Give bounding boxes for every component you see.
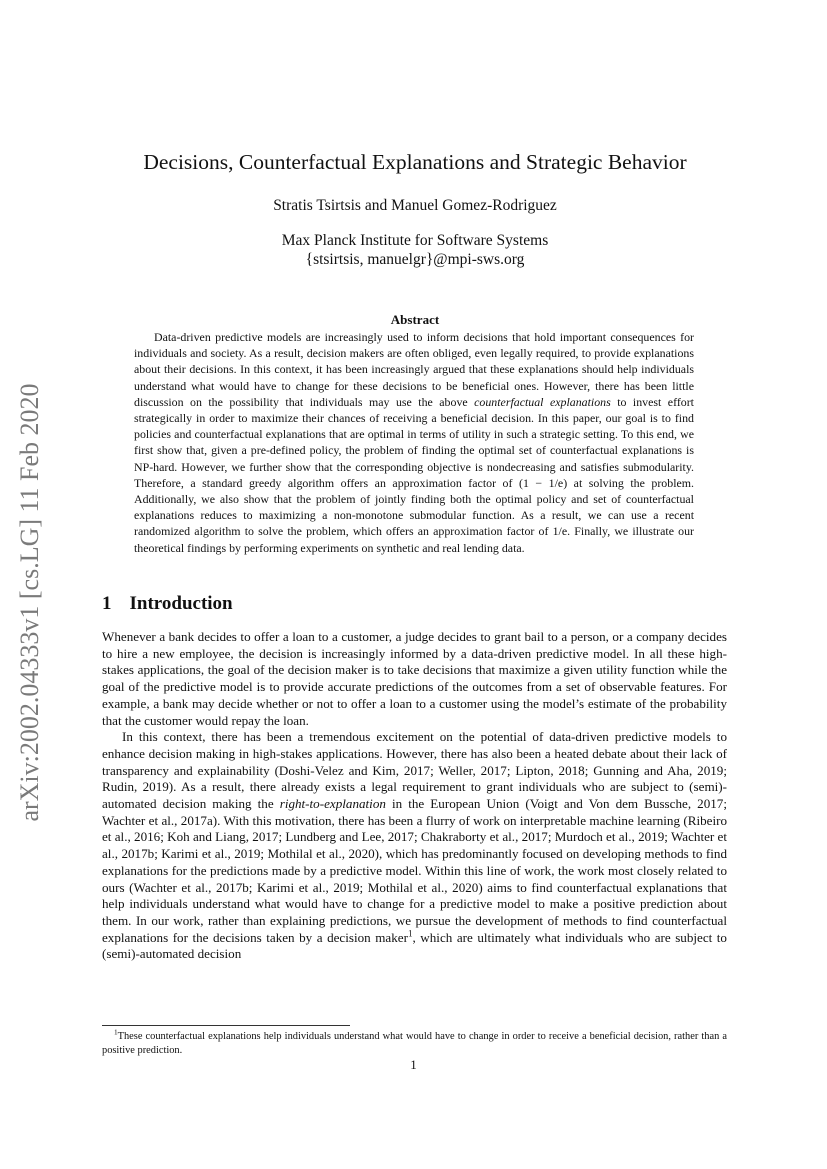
abstract-emphasis: counterfactual explanations: [474, 394, 611, 409]
introduction-body: [102, 629, 727, 963]
footnote: [102, 1030, 727, 1058]
abstract-paragraph: Data-driven predictive models are increasingly used to inform decisions that hold important consequences for individuals and society. As a result, decision makers are often obliged, even legally required, to provide explanations about their decisions. In this context, it has been increasingly argued that these explanations should help individuals understand what would have to change for these decisions to be beneficial ones. However, there has been little discussion on the possibility that individuals may use the above counterfactual explanations to invest effort strategically in order to maximize their chances of receiving a beneficial decision. In this paper, our goal is to find policies and counterfactual explanations that are optimal in terms of utility in such a strategic setting. To this end, we first show that, given a pre-defined policy, the problem of finding the optimal set of counterfactual explanations is NP-hard. However, we further show that the corresponding objective is nondecreasing and satisfies submodularity. Therefore, a standard greedy algorithm offers an approximation factor of (1 − 1/e) at solving the problem. Additionally, we also show that the problem of jointly finding both the optimal policy and set of counterfactual explanations reduces to maximizing a non-monotone submodular function. As a result, we can use a recent randomized algorithm to solve the problem, which offers an approximation factor of 1/e. Finally, we illustrate our theoretical findings by performing experiments on synthetic and real lending data.: [134, 330, 694, 555]
page-number: 1: [410, 1057, 417, 1072]
affiliation: Max Planck Institute for Software Systems: [281, 232, 549, 249]
section-number: 1: [102, 593, 112, 614]
arxiv-identifier-text: arXiv:2002.04333v1 [cs.LG] 11 Feb 2020: [15, 383, 44, 822]
abstract-body: [134, 329, 694, 556]
abstract-heading: Abstract: [390, 312, 440, 327]
arxiv-identifier-stamp: [10, 365, 50, 840]
intro-paragraph-1: Whenever a bank decides to offer a loan to a customer, a judge decides to grant bail to a person, or a company decides to hire a new employee, the decision is increasingly informed by a data-driven predictive model. In all these high-stakes applications, the goal of the decision maker is to take decisions that maximize a given utility function while the goal of the predictive model is to provide accurate predictions of the outcomes from a set of observable features. For example, a bank may decide whether or not to offer a loan to a customer using the model’s estimate of the probability that the customer would repay the loan.: [102, 629, 727, 728]
paper-authors: Stratis Tsirtsis and Manuel Gomez-Rodriguez: [273, 197, 557, 214]
author-emails: {stsirtsis, manuelgr}@mpi-sws.org: [305, 251, 525, 268]
footnote-mark: 1: [114, 1028, 118, 1037]
intro-paragraph-2: In this context, there has been a tremendous excitement on the potential of data-driven predictive models to enhance decision making in high-stakes applications. However, there has also been a heated debate about their lack of transparency and explainability (Doshi-Velez and Kim, 2017; Weller, 2017; Lipton, 2018; Gunning and Aha, 2019; Rudin, 2019). As a result, there already exists a legal requirement to grant individuals who are subject to (semi)-automated decision making the right-to-explanation in the European Union (Voigt and Von dem Bussche, 2017; Wachter et al., 2017a). With this motivation, there has been a flurry of work on interpretable machine learning (Ribeiro et al., 2016; Koh and Liang, 2017; Lundberg and Lee, 2017; Chakraborty et al., 2017; Murdoch et al., 2019; Wachter et al., 2017b; Karimi et al., 2019; Mothilal et al., 2020), which has predominantly focused on developing methods to find explanations for the predictions made by a predictive model. Within this line of work, the work most closely related to ours (Wachter et al., 2017b; Karimi et al., 2019; Mothilal et al., 2020) aims to find counterfactual explanations that help individuals understand what would have to change for a predictive model to make a positive prediction about them. In our work, rather than explaining predictions, we pursue the development of methods to find counterfactual explanations for the decisions taken by a decision maker$^1$, which are ultimately what individuals who are subject to (semi)-automated decision: [102, 729, 727, 962]
footnote-divider: [102, 1025, 350, 1026]
footnote-text: These counterfactual explanations help individuals understand what would have to change in order to receive a beneficial decision, rather than a positive prediction.: [102, 1031, 727, 1056]
author-affiliation-block: [100, 231, 730, 269]
paper-title: Decisions, Counterfactual Explanations and Strategic Behavior: [143, 150, 687, 174]
section-title: Introduction: [129, 593, 233, 614]
right-to-explanation-emphasis: right-to-explanation: [279, 796, 386, 812]
footnote-reference[interactable]: 1: [407, 928, 413, 939]
section-heading-introduction: [102, 593, 233, 615]
